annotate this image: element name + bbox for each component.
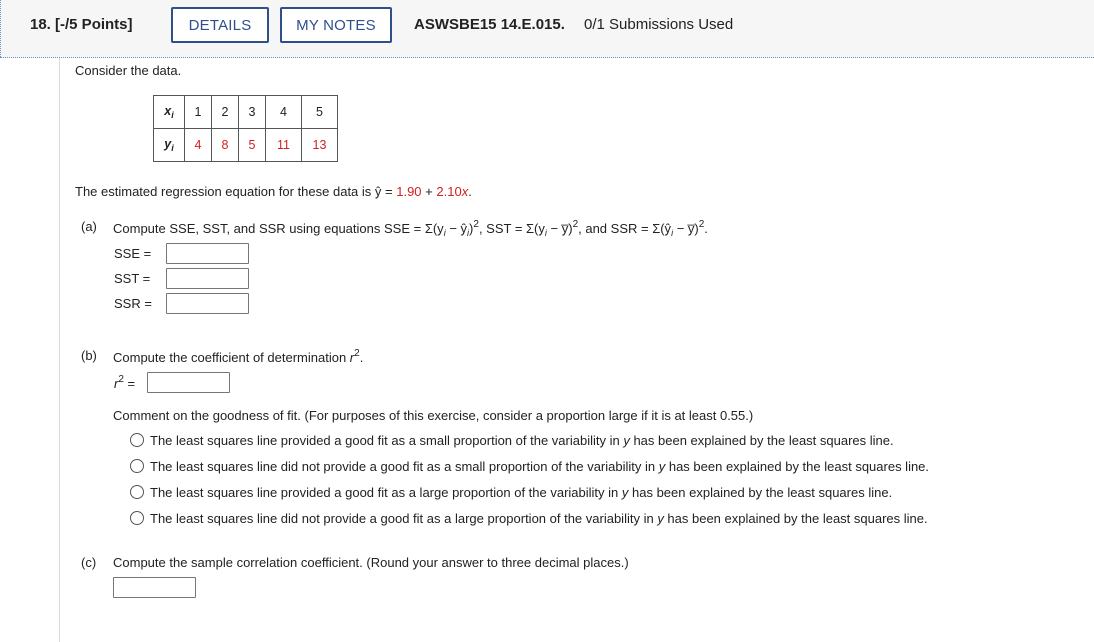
correlation-input[interactable] — [113, 577, 196, 598]
content-left-border — [59, 58, 60, 642]
table-cell: 1 — [185, 96, 212, 129]
radio-option-4[interactable] — [130, 511, 144, 525]
ssr-input[interactable] — [166, 293, 249, 314]
table-row-y — [154, 129, 338, 162]
option-1-text: The least squares line provided a good fit as a small proportion of the variability in y has been explained by the least squares line. — [150, 433, 894, 448]
table-cell: 5 — [302, 96, 338, 129]
goodness-of-fit-prompt: Comment on the goodness of fit. (For purposes of this exercise, consider a proportion large if it is at least 0.55.) — [113, 408, 754, 423]
part-b-label: (b) — [81, 348, 97, 363]
table-cell: 4 — [185, 129, 212, 162]
submissions-used: 0/1 Submissions Used — [584, 16, 734, 33]
table-cell: 5 — [239, 129, 266, 162]
ssr-label: SSR = — [114, 296, 152, 311]
sse-label: SSE = — [114, 246, 152, 261]
part-c-label: (c) — [81, 555, 97, 570]
radio-option-1[interactable] — [130, 433, 144, 447]
my-notes-button[interactable]: MY NOTES — [280, 7, 392, 43]
details-button[interactable]: DETAILS — [171, 7, 269, 43]
data-table — [153, 95, 338, 162]
table-cell: 2 — [212, 96, 239, 129]
table-cell: 11 — [266, 129, 302, 162]
table-cell: 4 — [266, 96, 302, 129]
table-cell: 13 — [302, 129, 338, 162]
y-header: $y_i$ — [154, 129, 185, 162]
part-a-prompt: Compute SSE, SST, and SSR using equations SSE = $\Sigma(y_i$ − $ŷ_i)^2$, SST = $\Sigma(y_i$ − y̅)$^2$, and SSR = $\Sigma(ŷ_i$ − y̅)$^2$. — [113, 219, 708, 238]
question-code: ASWSBE15 14.E.015. — [414, 16, 565, 33]
regression-equation: The estimated regression equation for these data is ŷ = 1.90 + 2.10x. — [75, 184, 472, 199]
part-c-prompt: Compute the sample correlation coefficient. (Round your answer to three decimal places.) — [113, 555, 629, 570]
sst-input[interactable] — [166, 268, 249, 289]
radio-option-2[interactable] — [130, 459, 144, 473]
radio-option-3[interactable] — [130, 485, 144, 499]
part-a-label: (a) — [81, 219, 97, 234]
header-left-border — [0, 0, 2, 57]
option-4-text: The least squares line did not provide a good fit as a large proportion of the variability in y has been explained by the least squares line. — [150, 511, 928, 526]
x-header: $x_i$ — [154, 96, 185, 129]
table-row-x — [154, 96, 338, 129]
option-2-text: The least squares line did not provide a good fit as a small proportion of the variability in y has been explained by the least squares line. — [150, 459, 930, 474]
sst-label: SST = — [114, 271, 151, 286]
r2-input[interactable] — [147, 372, 230, 393]
intro-text: Consider the data. — [75, 63, 182, 78]
question-header — [0, 0, 1094, 58]
table-cell: 3 — [239, 96, 266, 129]
r2-label: $r^2$ = — [114, 374, 136, 391]
question-number: 18. [-/5 Points] — [30, 16, 133, 33]
table-cell: 8 — [212, 129, 239, 162]
sse-input[interactable] — [166, 243, 249, 264]
part-b-prompt: Compute the coefficient of determination $r^2$. — [113, 348, 364, 365]
option-3-text: The least squares line provided a good fit as a large proportion of the variability in y has been explained by the least squares line. — [150, 485, 893, 500]
